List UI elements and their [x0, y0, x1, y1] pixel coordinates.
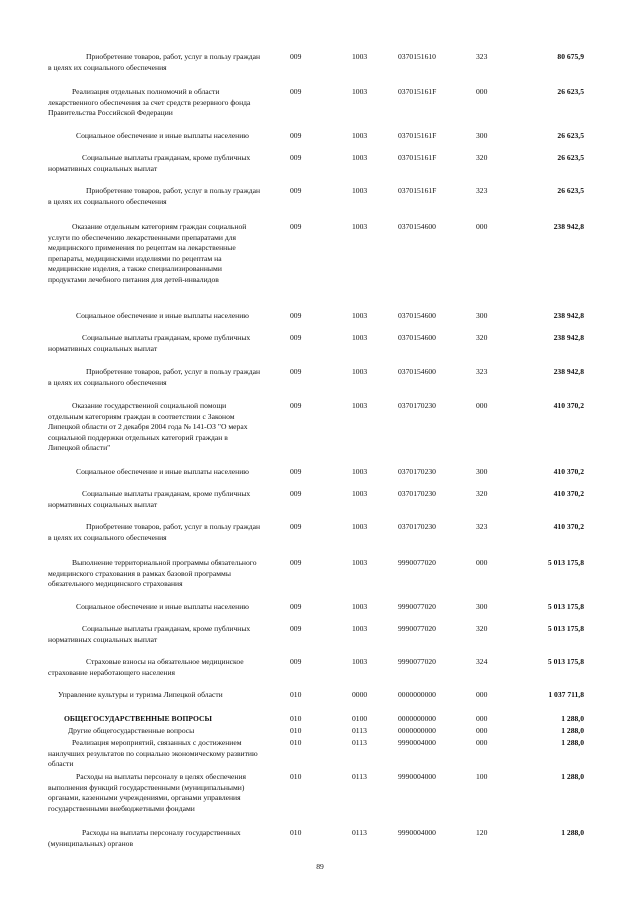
cell-amount: 1 288,0 [561, 828, 584, 837]
row-name: Выполнение территориальной программы обязательного медицинского страхования в рамках базовой программы обязательного медицинского страхования [48, 558, 257, 589]
cell-target: 037015161F [398, 186, 437, 195]
cell-amount: 1 037 711,8 [548, 690, 584, 699]
page-number: 89 [316, 862, 324, 871]
cell-target: 0370170230 [398, 467, 436, 476]
cell-target: 037015161F [398, 153, 437, 162]
cell-amount: 5 013 175,8 [547, 602, 584, 611]
cell-amount: 238 942,8 [553, 333, 584, 342]
cell-admin: 009 [290, 52, 302, 61]
cell-amount: 80 675,9 [557, 52, 584, 61]
cell-section: 1003 [352, 522, 368, 531]
cell-type: 320 [476, 624, 488, 633]
row-name: Приобретение товаров, работ, услуг в пользу граждан в целях их социального обеспечения [48, 522, 261, 542]
row-name: Реализация отдельных полномочий в области лекарственного обеспечения за счет средств резервного фонда Правительства Российской Федерации [48, 87, 251, 118]
cell-admin: 010 [290, 828, 302, 837]
cell-amount: 5 013 175,8 [547, 558, 584, 567]
cell-section: 0113 [352, 772, 367, 781]
cell-type: 320 [476, 333, 488, 342]
cell-admin: 009 [290, 558, 302, 567]
cell-admin: 009 [290, 311, 302, 320]
cell-type: 000 [476, 222, 488, 231]
cell-target: 9990004000 [398, 738, 436, 747]
cell-admin: 010 [290, 726, 302, 735]
cell-type: 100 [476, 772, 488, 781]
cell-target: 9990004000 [398, 772, 436, 781]
cell-amount: 26 623,5 [557, 186, 584, 195]
row-name: Реализация мероприятий, связанных с достижением наилучших результатов по социально экономическому развитию области [48, 738, 258, 769]
cell-target: 9990077020 [398, 657, 436, 666]
row-name: Приобретение товаров, работ, услуг в пользу граждан в целях их социального обеспечения [48, 52, 261, 72]
cell-target: 0370154600 [398, 222, 436, 231]
cell-section: 0113 [352, 726, 367, 735]
cell-amount: 5 013 175,8 [547, 624, 584, 633]
cell-amount: 1 288,0 [561, 726, 584, 735]
cell-target: 0370170230 [398, 401, 436, 410]
cell-admin: 009 [290, 522, 302, 531]
cell-amount: 238 942,8 [553, 367, 584, 376]
cell-section: 0100 [352, 714, 368, 723]
cell-admin: 009 [290, 467, 302, 476]
cell-admin: 009 [290, 186, 302, 195]
cell-target: 0370170230 [398, 522, 436, 531]
cell-section: 0000 [352, 690, 368, 699]
cell-type: 323 [476, 522, 488, 531]
cell-type: 300 [476, 131, 488, 140]
cell-admin: 010 [290, 714, 302, 723]
cell-amount: 238 942,8 [553, 222, 584, 231]
cell-target: 9990004000 [398, 828, 436, 837]
row-name: Другие общегосударственные вопросы [68, 726, 195, 735]
cell-admin: 009 [290, 624, 302, 633]
cell-admin: 009 [290, 489, 302, 498]
row-name: Оказание государственной социальной помощи отдельным категориям граждан в соответствии с Законом Липецкой области от 2 декабря 2004 года № 141-ОЗ "О мерах социальной поддержки отдельных категорий граждан в Липецкой области" [48, 401, 248, 453]
cell-target: 9990077020 [398, 624, 436, 633]
cell-amount: 26 623,5 [557, 153, 584, 162]
cell-section: 1003 [352, 153, 368, 162]
cell-section: 1003 [352, 186, 368, 195]
row-name: Социальное обеспечение и иные выплаты населению [76, 131, 249, 140]
cell-admin: 010 [290, 738, 302, 747]
cell-amount: 5 013 175,8 [547, 657, 584, 666]
cell-section: 1003 [352, 367, 368, 376]
cell-target: 037015161F [398, 131, 437, 140]
cell-section: 1003 [352, 311, 368, 320]
cell-section: 1003 [352, 489, 368, 498]
cell-type: 000 [476, 738, 488, 747]
row-name: Расходы на выплаты персоналу государственных (муниципальных) органов [48, 828, 241, 848]
row-name: Социальные выплаты гражданам, кроме публичных нормативных социальных выплат [48, 333, 251, 353]
cell-admin: 009 [290, 131, 302, 140]
cell-type: 000 [476, 714, 488, 723]
cell-admin: 009 [290, 401, 302, 410]
cell-target: 0370154600 [398, 311, 436, 320]
cell-section: 1003 [352, 52, 368, 61]
cell-type: 000 [476, 401, 488, 410]
cell-section: 1003 [352, 657, 368, 666]
cell-target: 0370170230 [398, 489, 436, 498]
cell-section: 1003 [352, 131, 368, 140]
cell-target: 037015161F [398, 87, 437, 96]
row-name: ОБЩЕГОСУДАРСТВЕННЫЕ ВОПРОСЫ [64, 714, 212, 723]
cell-type: 324 [476, 657, 488, 666]
cell-target: 0370154600 [398, 333, 436, 342]
cell-amount: 410 370,2 [553, 401, 584, 410]
cell-section: 1003 [352, 467, 368, 476]
cell-target: 9990077020 [398, 558, 436, 567]
cell-type: 120 [476, 828, 488, 837]
cell-target: 0000000000 [398, 726, 436, 735]
cell-type: 300 [476, 602, 488, 611]
cell-section: 1003 [352, 558, 368, 567]
cell-amount: 410 370,2 [553, 467, 584, 476]
row-name: Оказание отдельным категориям граждан социальной услуги по обеспечению лекарственными препаратами для медицинского применения по рецептам на лекарственные препараты, медицинскими изделиями по рецептам на медицинские изделия, а также специализированными продуктами лечебного питания для детей-инвалидов [48, 222, 247, 284]
cell-amount: 26 623,5 [557, 87, 584, 96]
cell-target: 0000000000 [398, 690, 436, 699]
cell-type: 300 [476, 311, 488, 320]
cell-type: 000 [476, 726, 488, 735]
cell-admin: 009 [290, 367, 302, 376]
cell-section: 0113 [352, 828, 367, 837]
row-name: Страховые взносы на обязательное медицинское страхование неработающего населения [48, 657, 244, 677]
cell-section: 1003 [352, 333, 368, 342]
cell-section: 1003 [352, 602, 368, 611]
cell-section: 1003 [352, 624, 368, 633]
cell-type: 300 [476, 467, 488, 476]
cell-type: 320 [476, 153, 488, 162]
cell-amount: 26 623,5 [557, 131, 584, 140]
cell-admin: 009 [290, 333, 302, 342]
cell-amount: 1 288,0 [561, 714, 584, 723]
cell-amount: 1 288,0 [561, 772, 584, 781]
row-name: Управление культуры и туризма Липецкой области [58, 690, 223, 699]
cell-target: 9990077020 [398, 602, 436, 611]
row-name: Социальные выплаты гражданам, кроме публичных нормативных социальных выплат [48, 489, 251, 509]
cell-admin: 009 [290, 222, 302, 231]
cell-section: 1003 [352, 87, 368, 96]
cell-type: 000 [476, 87, 488, 96]
cell-type: 000 [476, 558, 488, 567]
cell-amount: 1 288,0 [561, 738, 584, 747]
cell-admin: 009 [290, 657, 302, 666]
cell-type: 320 [476, 489, 488, 498]
cell-amount: 238 942,8 [553, 311, 584, 320]
cell-amount: 410 370,2 [553, 522, 584, 531]
cell-target: 0370154600 [398, 367, 436, 376]
cell-admin: 009 [290, 87, 302, 96]
row-name: Расходы на выплаты персоналу в целях обеспечения выполнения функций государственными (муниципальными) органами, казенными учреждениями, органами управления государственными внебюджетными фондами [48, 772, 247, 813]
cell-admin: 010 [290, 690, 302, 699]
row-name: Социальное обеспечение и иные выплаты населению [76, 467, 249, 476]
cell-section: 1003 [352, 401, 368, 410]
row-name: Социальное обеспечение и иные выплаты населению [76, 311, 249, 320]
cell-section: 1003 [352, 222, 368, 231]
cell-type: 323 [476, 186, 488, 195]
cell-type: 323 [476, 367, 488, 376]
row-name: Социальное обеспечение и иные выплаты населению [76, 602, 249, 611]
cell-section: 0113 [352, 738, 367, 747]
row-name: Приобретение товаров, работ, услуг в пользу граждан в целях их социального обеспечения [48, 367, 261, 387]
cell-target: 0370151610 [398, 52, 436, 61]
cell-admin: 010 [290, 772, 302, 781]
cell-type: 000 [476, 690, 488, 699]
cell-admin: 009 [290, 153, 302, 162]
row-name: Приобретение товаров, работ, услуг в пользу граждан в целях их социального обеспечения [48, 186, 261, 206]
cell-target: 0000000000 [398, 714, 436, 723]
cell-admin: 009 [290, 602, 302, 611]
cell-type: 323 [476, 52, 488, 61]
cell-amount: 410 370,2 [553, 489, 584, 498]
row-name: Социальные выплаты гражданам, кроме публичных нормативных социальных выплат [48, 153, 251, 173]
row-name: Социальные выплаты гражданам, кроме публичных нормативных социальных выплат [48, 624, 251, 644]
